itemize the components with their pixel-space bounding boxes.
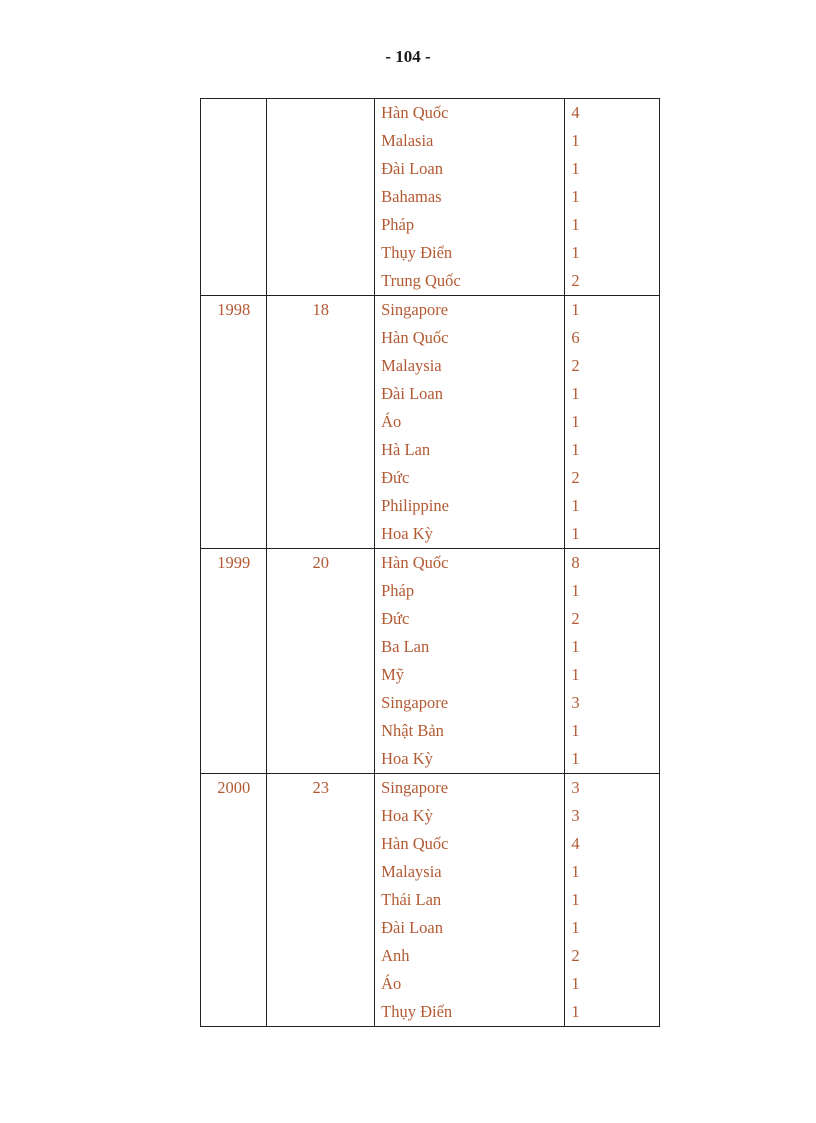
country-count: 2: [571, 468, 580, 487]
country-name: Pháp: [381, 215, 415, 234]
country-count: 3: [571, 693, 580, 712]
country-name: Đài Loan: [381, 918, 443, 937]
country-name: Singapore: [381, 693, 449, 712]
country-count: 2: [571, 609, 580, 628]
country-count: 1: [571, 581, 580, 600]
country-count: 1: [571, 215, 580, 234]
country-name: Trung Quốc: [381, 271, 461, 290]
total-cell: [267, 774, 375, 1027]
country-name: Áo: [381, 974, 402, 993]
country-name: Thái Lan: [381, 890, 442, 909]
country-name: Nhật Bản: [381, 721, 444, 740]
total-value: 23: [312, 778, 330, 797]
total-value: 18: [312, 300, 330, 319]
page-number: - 104 -: [385, 47, 431, 66]
country-name: Ba Lan: [381, 637, 430, 656]
count-list-cell: [565, 296, 660, 549]
country-count: 1: [571, 159, 580, 178]
country-count: 1: [571, 749, 580, 768]
country-count: 3: [571, 806, 580, 825]
country-count: 8: [571, 553, 580, 572]
country-count: 1: [571, 721, 580, 740]
year-cell: [201, 99, 267, 296]
total-value: [267, 99, 374, 127]
country-name: Anh: [381, 946, 410, 965]
country-name: Hàn Quốc: [381, 328, 449, 347]
country-count: 1: [571, 187, 580, 206]
country-count: 1: [571, 665, 580, 684]
year-value: 1998: [217, 300, 251, 319]
country-count: 1: [571, 1002, 580, 1021]
country-name: Áo: [381, 412, 402, 431]
country-name: Singapore: [381, 300, 449, 319]
country-name: Đức: [381, 468, 410, 487]
country-name: Đức: [381, 609, 410, 628]
country-list-cell: [375, 774, 565, 1027]
country-count: 3: [571, 778, 580, 797]
country-name: Hoa Kỳ: [381, 524, 433, 543]
table-row: [201, 99, 660, 296]
country-count: 2: [571, 356, 580, 375]
country-count: 1: [571, 300, 580, 319]
country-name: Philippine: [381, 496, 449, 515]
country-count: 1: [571, 524, 580, 543]
country-count: 1: [571, 440, 580, 459]
country-name: Malaysia: [381, 862, 442, 881]
country-list-cell: [375, 549, 565, 774]
table-row: [201, 296, 660, 549]
country-count: 4: [571, 834, 580, 853]
country-name: Bahamas: [381, 187, 442, 206]
country-count: 1: [571, 384, 580, 403]
data-table: [200, 98, 660, 1027]
year-value: 2000: [217, 778, 251, 797]
country-count: 1: [571, 243, 580, 262]
country-name: Singapore: [381, 778, 449, 797]
country-name: Malaysia: [381, 356, 442, 375]
table-row: [201, 774, 660, 1027]
country-count: 1: [571, 131, 580, 150]
country-count: 6: [571, 328, 580, 347]
total-cell: [267, 99, 375, 296]
total-value: 20: [312, 553, 330, 572]
country-count: 1: [571, 637, 580, 656]
count-list-cell: [565, 549, 660, 774]
country-name: Đài Loan: [381, 384, 443, 403]
country-name: Thụy Điển: [381, 243, 453, 262]
country-count: 1: [571, 862, 580, 881]
year-cell: [201, 549, 267, 774]
country-count: 4: [571, 103, 580, 122]
country-name: Hoa Kỳ: [381, 749, 433, 768]
table-body: [201, 99, 660, 1027]
country-name: Pháp: [381, 581, 415, 600]
country-count: 1: [571, 890, 580, 909]
country-name: Malasia: [381, 131, 434, 150]
country-count: 2: [571, 946, 580, 965]
country-list-cell: [375, 296, 565, 549]
country-count: 1: [571, 412, 580, 431]
country-name: Thụy Điển: [381, 1002, 453, 1021]
country-name: Hàn Quốc: [381, 103, 449, 122]
count-list-cell: [565, 99, 660, 296]
total-cell: [267, 549, 375, 774]
country-name: Đài Loan: [381, 159, 443, 178]
country-count: 1: [571, 496, 580, 515]
country-name: Mỹ: [381, 665, 405, 684]
country-count: 1: [571, 918, 580, 937]
country-name: Hàn Quốc: [381, 834, 449, 853]
country-name: Hoa Kỳ: [381, 806, 433, 825]
total-cell: [267, 296, 375, 549]
country-name: Hà Lan: [381, 440, 431, 459]
year-cell: [201, 774, 267, 1027]
table-row: [201, 549, 660, 774]
country-count: 1: [571, 974, 580, 993]
year-value: [201, 99, 266, 127]
year-cell: [201, 296, 267, 549]
country-name: Hàn Quốc: [381, 553, 449, 572]
count-list-cell: [565, 774, 660, 1027]
country-list-cell: [375, 99, 565, 296]
year-value: 1999: [217, 553, 251, 572]
country-count: 2: [571, 271, 580, 290]
